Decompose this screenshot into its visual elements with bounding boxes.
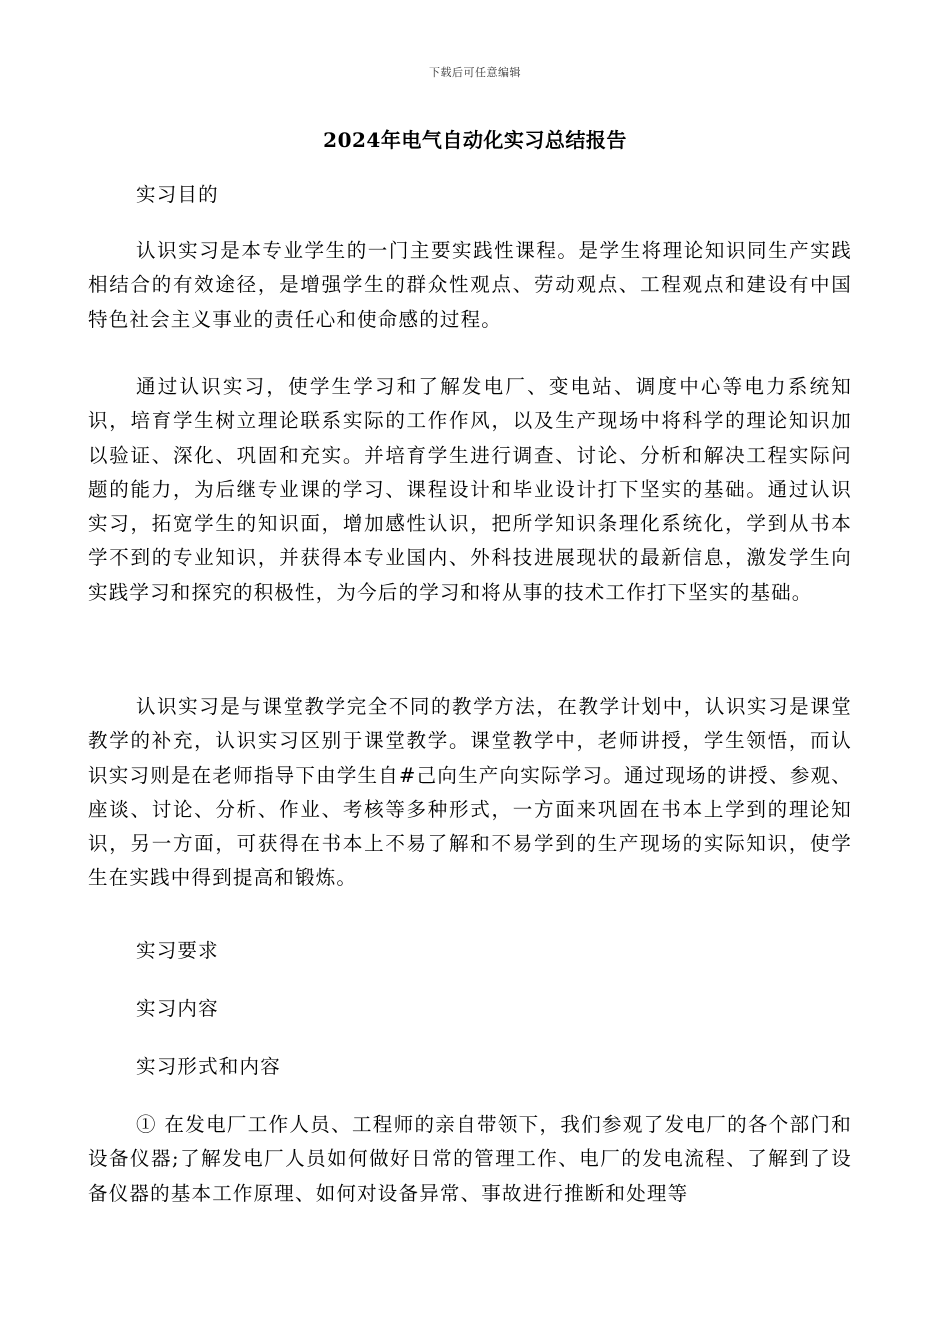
header-note: 下载后可任意编辑 [429, 66, 521, 79]
paragraph-3: 认识实习是与课堂教学完全不同的教学方法，在教学计划中，认识实习是课堂教学的补充，认识实习区别于课堂教学。课堂教学中，老师讲授，学生领悟，而认识实习则是在老师指导下由学生自#己向生产向实际学习。通过现场的讲授、参观、座谈、讨论、分析、作业、考核等多种形式，一方面来巩固在书本上学到的理论知识，另一方面，可获得在书本上不易了解和不易学到的生产现场的实际知识，使学生在实践中得到提高和锻炼。 [88, 695, 852, 890]
section-heading-purpose: 实习目的 [136, 183, 219, 206]
paragraph-4: ① 在发电厂工作人员、工程师的亲自带领下，我们参观了发电厂的各个部门和设备仪器;了解发电厂人员如何做好日常的管理工作、电厂的发电流程、了解到了设备仪器的基本工作原理、如何对设备异常、事故进行推断和处理等 [88, 1113, 852, 1205]
section-heading-requirements: 实习要求 [136, 939, 219, 962]
paragraph-2: 通过认识实习，使学生学习和了解发电厂、变电站、调度中心等电力系统知识，培育学生树立理论联系实际的工作作风，以及生产现场中将科学的理论知识加以验证、深化、巩固和充实。并培育学生进行调查、讨论、分析和解决工程实际问题的能力，为后继专业课的学习、课程设计和毕业设计打下坚实的基础。通过认识实习，拓宽学生的知识面，增加感性认识，把所学知识条理化系统化，学到从书本学不到的专业知识，并获得本专业国内、外科技进展现状的最新信息，激发学生向实践学习和探究的积极性，为今后的学习和将从事的技术工作打下坚实的基础。 [88, 375, 852, 604]
section-heading-form: 实习形式和内容 [136, 1055, 281, 1078]
paragraph-1: 认识实习是本专业学生的一门主要实践性课程。是学生将理论知识同生产实践相结合的有效途径，是增强学生的群众性观点、劳动观点、工程观点和建设有中国特色社会主义事业的责任心和使命感的过程。 [88, 239, 852, 331]
document-title: 2024年电气自动化实习总结报告 [323, 128, 627, 152]
section-heading-content: 实习内容 [136, 997, 219, 1020]
